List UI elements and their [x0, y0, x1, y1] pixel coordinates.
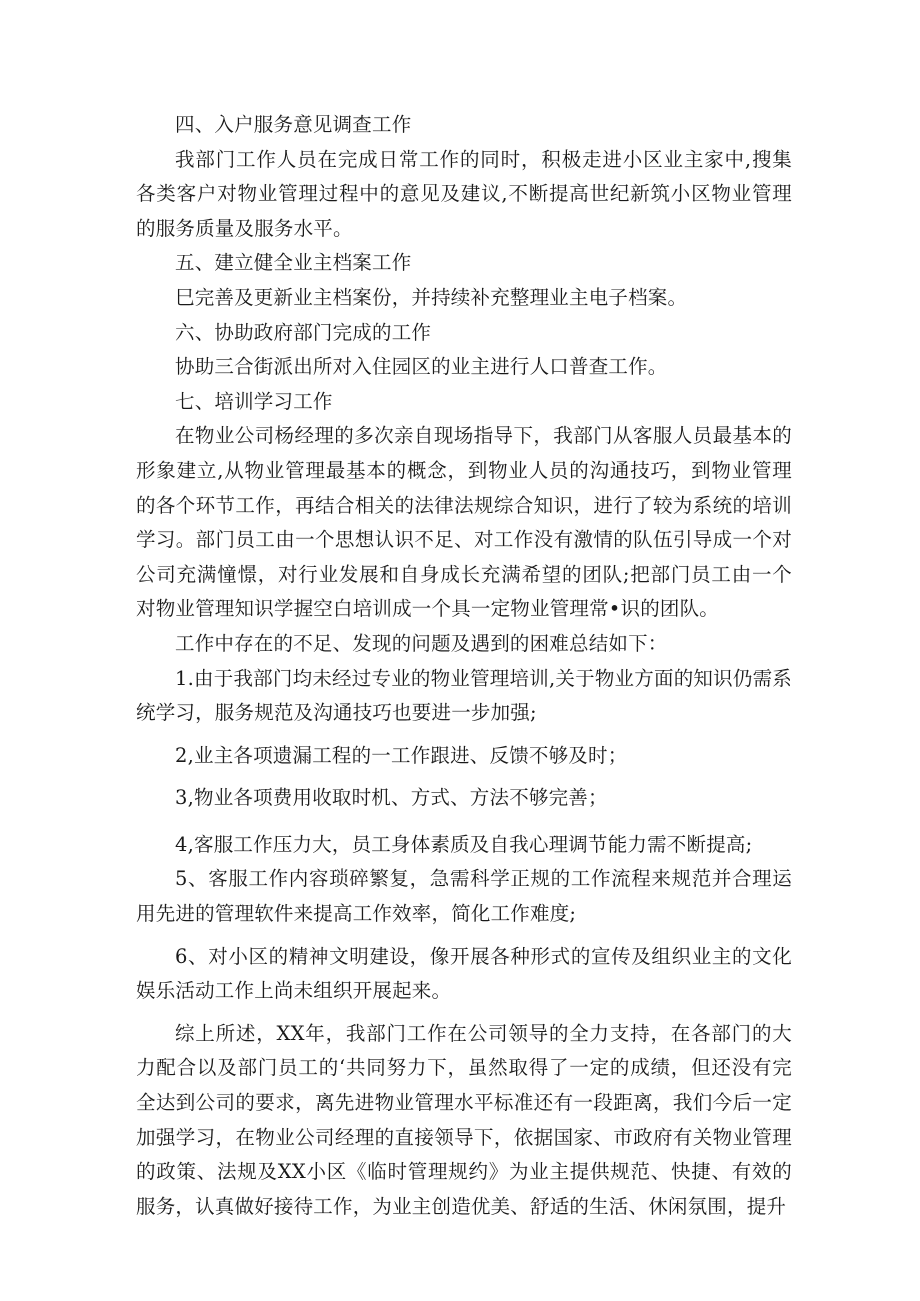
section-7-title: 七、培训学习工作: [175, 389, 333, 413]
section-6-body: 协助三合街派出所对入住园区的业主进行人口普查工作。: [175, 355, 668, 379]
problem-item-1: 1.由于我部门均未经过专业的物业管理培训,关于物业方面的知识仍需系统学习，服务规范及沟通技巧也要进一步加强;: [136, 666, 792, 725]
problem-item-6: 6、对小区的精神文明建设，像开展各种形式的宣传及组织业主的文化娱乐活动工作上尚未组织开展起来。: [136, 944, 792, 1003]
section-4-title: 四、入户服务意见调查工作: [175, 113, 412, 136]
summary-paragraph: 综上所述，XX年，我部门工作在公司领导的全力支持，在各部门的大力配合以及部门员工的‘共同努力下，虽然取得了一定的成绩，但还没有完全达到公司的要求，离先进物业管理水平标准还有一段距离，我们今后一定加强学习，在物业公司经理的直接领导下，依据国家、市政府有关物业管理的政策、法规及XX小区《临时管理规约》为业主提供规范、快捷、有效的服务，认真做好接待工作，为业主创造优美、舒适的生活、休闲氛围，提升: [136, 1021, 792, 1218]
section-5-title: 五、建立健全业主档案工作: [175, 251, 412, 275]
problems-intro: 工作中存在的不足、发现的问题及遇到的困难总结如下：: [175, 631, 668, 655]
section-7-body: 在物业公司杨经理的多次亲自现场指导下，我部门从客服人员最基本的形象建立,从物业管理最基本的概念，到物业人员的沟通技巧，到物业管理的各个环节工作，再结合相关的法律法规综合知识，进行了较为系统的培训学习。部门员工由一个思想认识不足、对工作没有激情的队伍引导成一个对公司充满憧憬，对行业发展和自身成长充满希望的团队;把部门员工由一个对物业管理知识学握空白培训成一个具一定物业管理常•识的团队。: [136, 424, 792, 621]
document-page: [136, 108, 792, 1224]
problem-item-5: 5、客服工作内容琐碎繁复，急需科学正规的工作流程来规范并合理运用先进的管理软件来提高工作效率，简化工作难度;: [136, 867, 792, 926]
problem-item-3: 3,物业各项费用收取时机、方式、方法不够完善；: [175, 786, 608, 810]
section-6-title: 六、协助政府部门完成的工作: [175, 320, 432, 344]
problem-item-4: 4,客服工作压力大，员工身体素质及自我心理调节能力需不断提高;: [175, 832, 753, 856]
problem-item-2: 2,业主各项遗漏工程的一工作跟进、反馈不够及时；: [175, 743, 628, 767]
section-4-body: 我部门工作人员在完成日常工作的同时，积极走进小区业主家中,搜集各类客户对物业管理过程中的意见及建议,不断提高世纪新筑小区物业管理的服务质量及服务水平。: [136, 147, 792, 240]
section-5-body: 巳完善及更新业主档案份，并持续补充整理业主电子档案。: [175, 285, 688, 309]
